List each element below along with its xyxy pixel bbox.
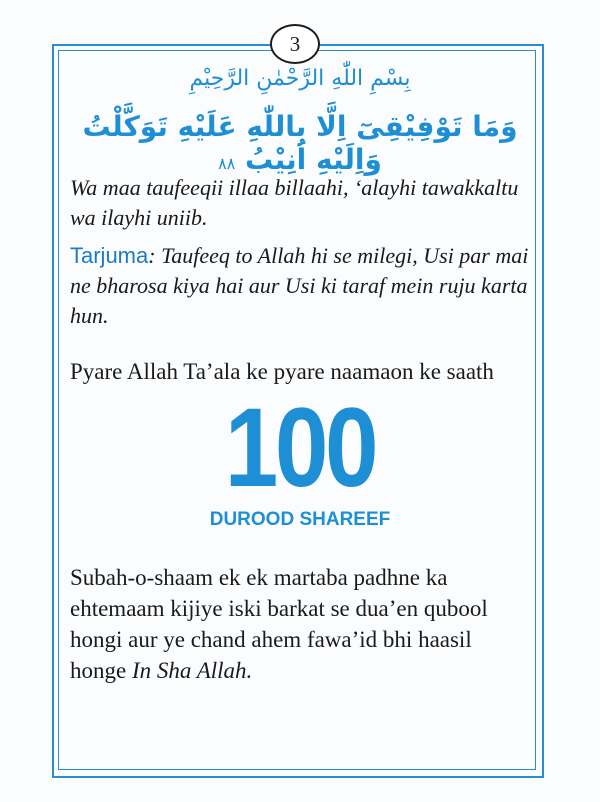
ayah-number-marker: ۸۸: [218, 154, 236, 173]
tarjuma-label: Tarjuma: [70, 243, 149, 268]
tarjuma-paragraph: [70, 241, 530, 331]
bismillah-arabic: بِسْمِ اللّٰهِ الرَّحْمٰنِ الرَّحِيْمِ: [189, 66, 411, 91]
body-text: Subah-o-shaam ek ek martaba padhne ka ehtemaam kijiye iski barkat se dua’en qubool hongi aur ye chand ahem fawa’id bhi haasil honge: [70, 565, 488, 683]
body-italic-end: In Sha Allah.: [131, 658, 253, 683]
transliteration: Wa maa taufeeqii illaa billaahi, ‘alayhi tawakkaltu wa ilayhi uniib.: [70, 175, 519, 230]
verse-arabic: [70, 110, 530, 176]
page-number: 3: [270, 24, 320, 64]
body-paragraph: [70, 562, 530, 686]
tarjuma-text: Taufeeq to Allah hi se milegi, Usi par mai ne bharosa kiya hai aur Usi ki taraf mein ruju karta hun.: [70, 243, 529, 328]
intro-line: Pyare Allah Ta’ala ke pyare naamaon ke saath: [70, 359, 494, 384]
tarjuma-colon: :: [148, 243, 162, 268]
count-number: 100: [224, 385, 376, 510]
count-caption: DUROOD SHAREEF: [209, 509, 391, 530]
verse-text: وَمَا تَوْفِيْقِىٓ اِلَّا بِاللّٰهِ عَلَيْهِ تَوَكَّلْتُ وَاِلَيْهِ اُنِيْبُ: [82, 110, 518, 176]
